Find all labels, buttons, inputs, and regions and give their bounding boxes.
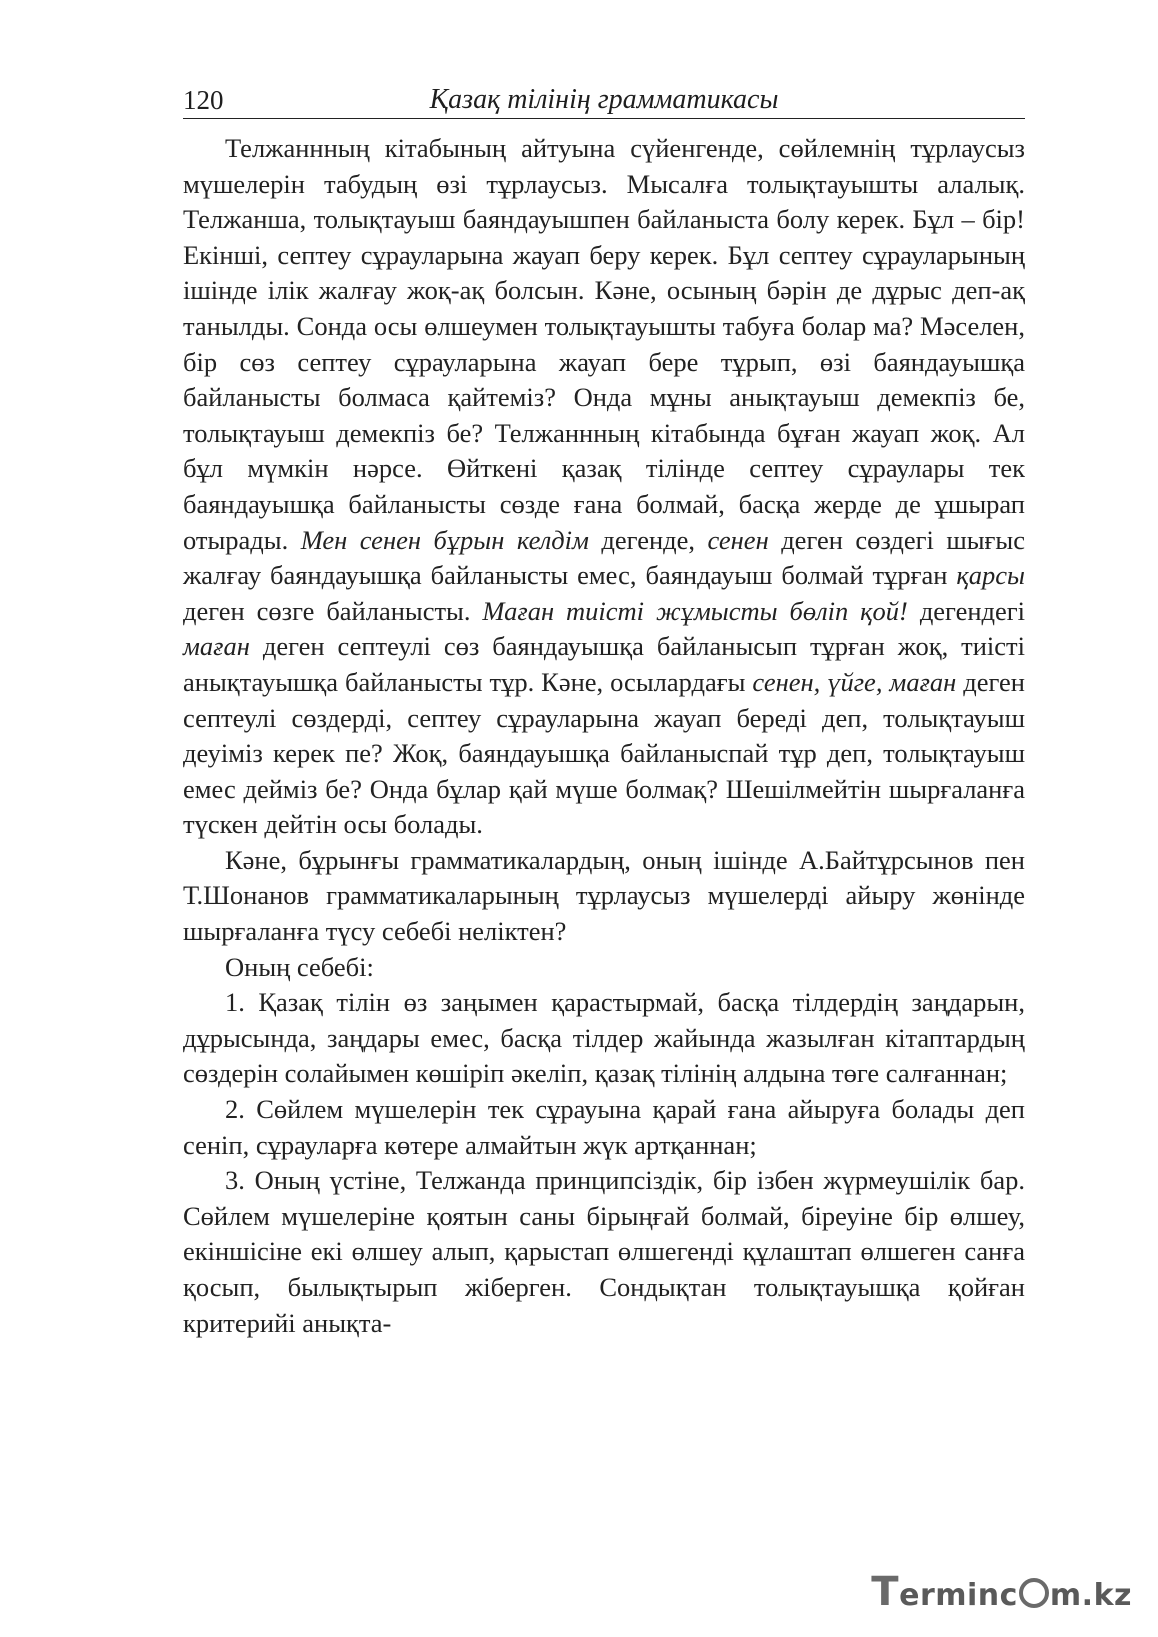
paragraph [183, 131, 1025, 843]
italic-example: Маған тиісті жұмысты бөліп қой! [482, 595, 908, 626]
book-page [183, 82, 1025, 1341]
running-title: Қазақ тілінің грамматикасы [429, 84, 779, 115]
text-run: Кәне, бұрынғы грамматикалардың, оның ішінде А.Байтұрсынов пен Т.Шонанов грамматикаларының тұрлаусыз мүшелерді айыру жөнінде шырғаланға түсу себебі неліктен? [183, 844, 1025, 947]
text-run: 3. Оның үстіне, Телжанда принципсіздік, бір ізбен жүрмеушілік бар. Сөйлем мүшелеріне қоятын саны бірыңғай болмай, біреуіне бір өлшеу, екіншісіне екі өлшеу алып, қарыстап өлшегенді құлаштап өлшеген санға қосып, былықтырып жіберген. Сондықтан толықтауышқа қойған критерийі анықта- [183, 1165, 1025, 1338]
italic-example: қарсы [956, 560, 1025, 591]
text-run: дегенде, [588, 524, 708, 555]
text-run: деген септеулі сөздерді, септеу сұрауларына жауап береді деп, толықтауыш деуіміз керек пе? Жоқ, баяндауышқа байланыспай тұр деп, толықтауыш емес дейміз бе? Онда бұлар қай мүше болмақ? Шешілмейтін шырғаланға түскен дейтін осы болады. [183, 666, 1025, 840]
text-run: 2. Сөйлем мүшелерін тек сұрауына қарай ғана айыруға болады деп сеніп, сұрауларға көтере алмайтын жүк артқаннан; [183, 1094, 1025, 1160]
paragraph [183, 1163, 1025, 1341]
text-run: деген септеулі сөз баяндауышқа байланысып тұрған жоқ, тиісті анықтауышқа байланысты тұр. Кәне, осылардағы [183, 631, 1025, 697]
paragraph [183, 843, 1025, 950]
text-run: 1. Қазақ тілін өз заңымен қарастырмай, басқа тілдердің заңдарын, дұрысында, заңдары емес, басқа тілдер жайында жазылған кітаптардың сөздерін солайымен көшіріп әкеліп, қазақ тілінің алдына төге салғаннан; [183, 987, 1025, 1089]
text-run: Телжаннның кітабының айтуына сүйенгенде, сөйлемнің тұрлаусыз мүшелерін табудың өзі тұрлаусыз. Мысалға толықтауышты алалық. Телжанша, толықтауыш баяндауышпен байланыста болу керек. Бұл – бір! Екінші, септеу сұрауларына жауап беру керек. Бұл септеу сұрауларының ішінде ілік жалғау жоқ-ақ болсын. Кәне, осының бәрін де дұрыс деп-ақ танылды. Сонда осы өлшеумен толықтауышты табуға болар ма? Мәселен, бір сөз септеу сұрауларына жауап бере тұрып, өзі баяндауышқа байланысты болмаса қайтеміз? Онда мұны анықтауыш демекпіз бе, толықтауыш демекпіз бе? Телжаннның кітабында бұған жауап жоқ. Ал бұл мүмкін нәрсе. Өйткені қазақ тілінде септеу сұраулары тек баяндауышқа байланысты сөзде ғана болмай, басқа жерде де ұшырап отырады. [183, 133, 1025, 555]
italic-example: сенен, үйге, маған [752, 666, 957, 697]
paragraph [183, 950, 1025, 986]
italic-example: Мен сенен бұрын келдім [300, 524, 589, 555]
paragraph [183, 985, 1025, 1092]
italic-example: маған [183, 631, 250, 662]
text-run: деген сөздегі шығыс жалғау баяндауышқа байланысты емес, баяндауыш болмай тұрған [183, 524, 1025, 591]
magnifier-icon [1019, 1578, 1049, 1608]
text-run: деген сөзге байланысты. [183, 595, 483, 626]
termincom-watermark-logo: Terminc m.kz [871, 1569, 1132, 1615]
page-number: 120 [183, 85, 224, 115]
text-run: дегендегі [907, 595, 1025, 626]
paragraph [183, 1092, 1025, 1163]
body-text [183, 131, 1025, 1341]
italic-example: сенен [707, 524, 769, 555]
text-run: Оның себебі: [225, 951, 374, 982]
page-header [183, 82, 1025, 119]
